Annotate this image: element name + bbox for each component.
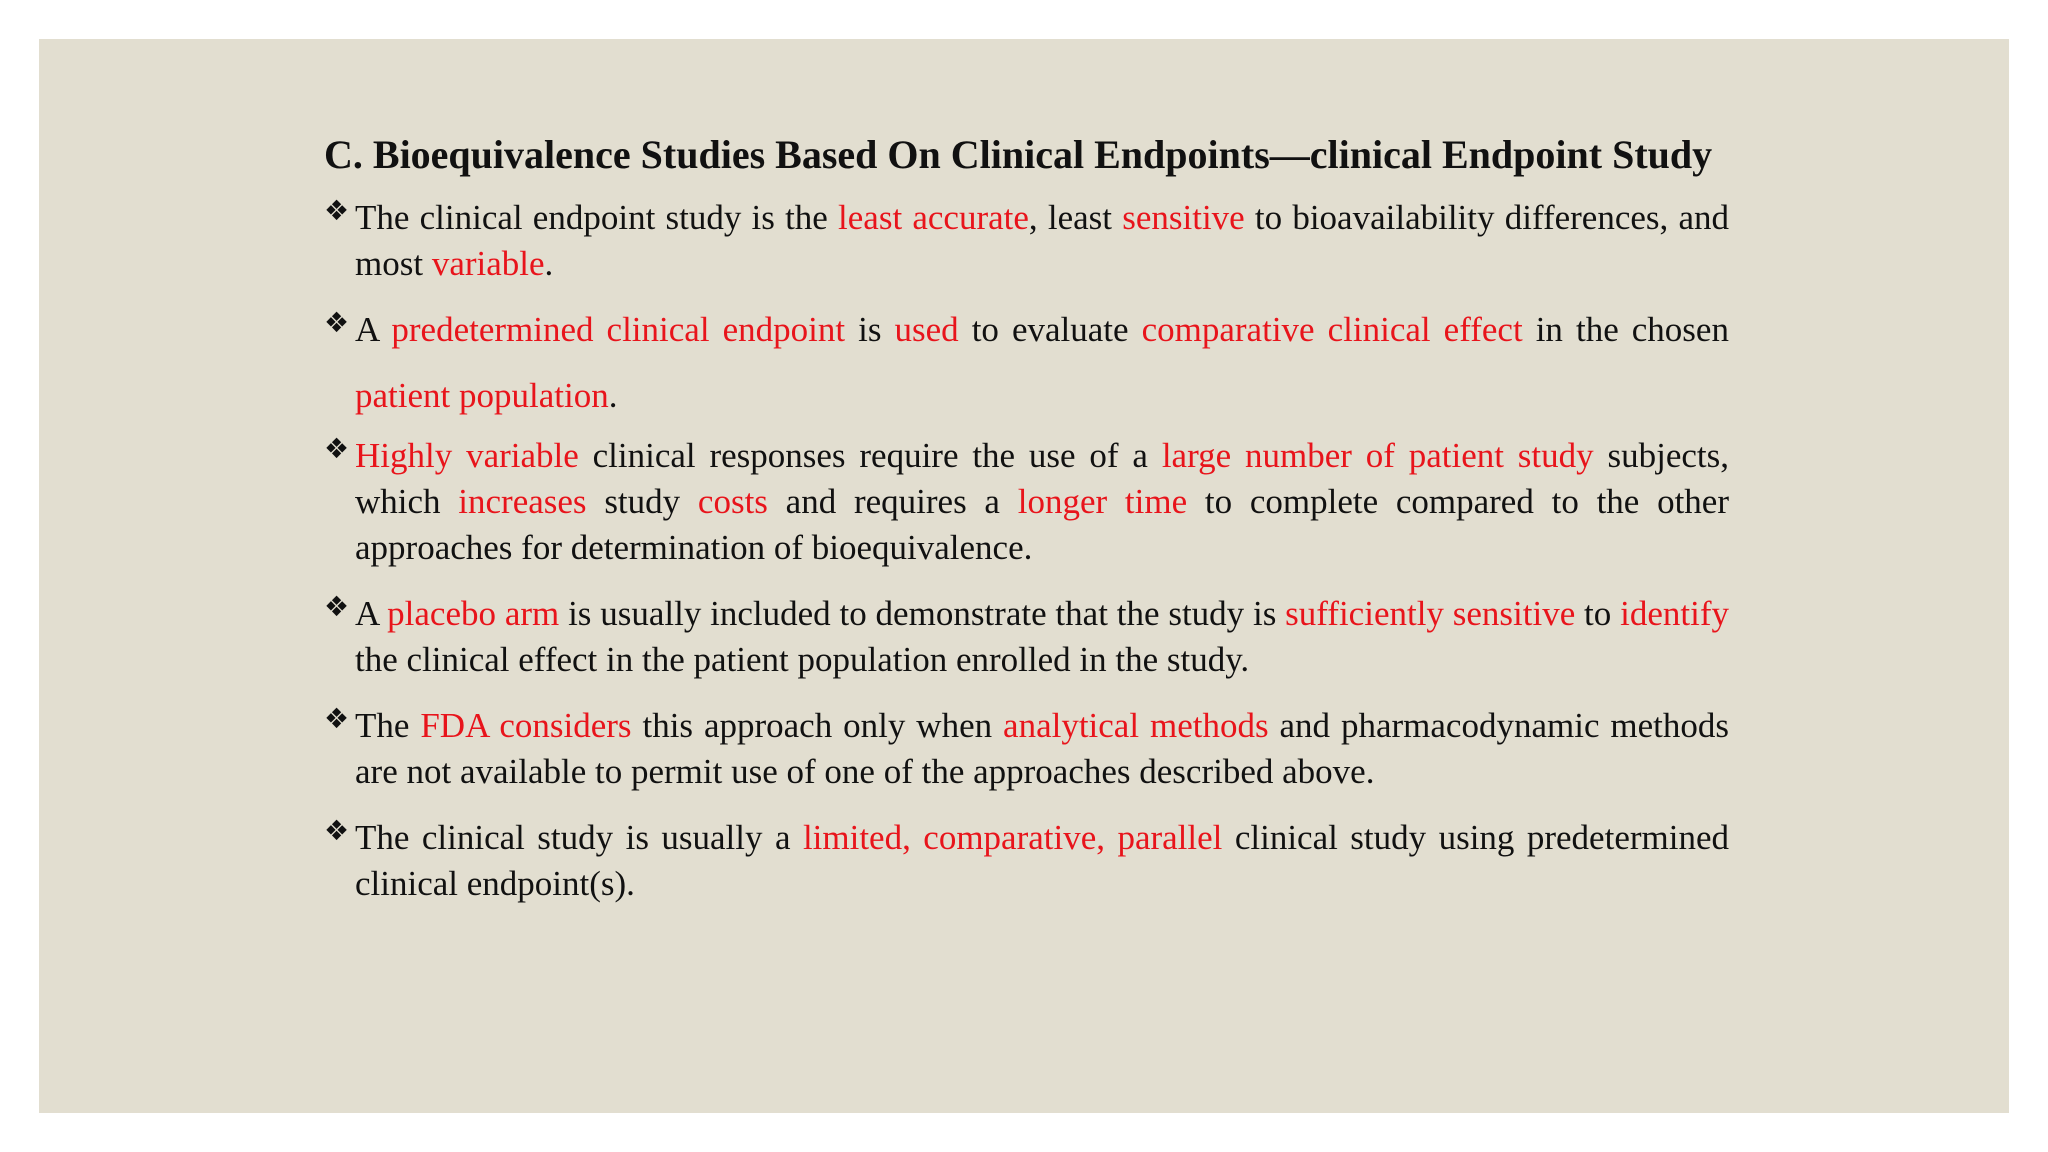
highlighted-text: sensitive — [1122, 198, 1245, 237]
bullet-text: to evaluate — [958, 310, 1142, 349]
highlighted-text: identify — [1620, 594, 1729, 633]
bullet-text: The clinical endpoint study is the — [355, 198, 839, 237]
highlighted-text: increases — [458, 482, 587, 521]
slide-title: C. Bioequivalence Studies Based On Clinical Endpoints—clinical Endpoint Study — [324, 132, 1713, 177]
bullet-text: clinical study using predetermined clinical endpoint(s). — [355, 818, 1729, 903]
bullet-text: this approach only when — [631, 706, 1004, 745]
bullet-text: , least — [1028, 198, 1123, 237]
highlighted-text: predetermined clinical endpoint — [391, 310, 846, 349]
diamond-four-icon: ❖ — [324, 702, 350, 735]
highlighted-text: large number of patient study — [1161, 436, 1594, 475]
bullet-item — [324, 433, 1729, 571]
diamond-four-icon: ❖ — [324, 194, 350, 227]
highlighted-text: analytical methods — [1003, 706, 1269, 745]
slide-content — [324, 129, 1729, 927]
highlighted-text: costs — [697, 482, 768, 521]
highlighted-text: Highly variable — [355, 436, 579, 475]
bullet-text: is usually included to demonstrate that the study is — [559, 594, 1286, 633]
diamond-four-icon: ❖ — [324, 306, 350, 339]
highlighted-text: variable — [431, 244, 545, 283]
bullet-text: clinical responses require the use of a — [578, 436, 1162, 475]
highlighted-text: least accurate — [838, 198, 1029, 237]
diamond-four-icon: ❖ — [324, 432, 350, 465]
bullet-text: The clinical study is usually a — [355, 818, 803, 857]
bullet-text: is — [845, 310, 895, 349]
bullet-text: to — [1575, 594, 1621, 633]
highlighted-text: placebo arm — [387, 594, 560, 633]
highlighted-text: used — [894, 310, 959, 349]
highlighted-text: longer time — [1017, 482, 1188, 521]
highlighted-text: limited, comparative, parallel — [802, 818, 1223, 857]
bullet-text: and requires a — [767, 482, 1018, 521]
bullet-text: the clinical effect in the patient population enrolled in the study. — [355, 640, 1250, 679]
bullet-text: . — [544, 244, 554, 283]
bullet-text: to complete compared to the other approaches for determination of bioequivalence. — [355, 482, 1729, 567]
bullet-item — [324, 195, 1729, 287]
bullet-text: to bioavailability differences, and most — [355, 198, 1729, 283]
bullet-text: A — [355, 310, 392, 349]
bullet-item — [324, 591, 1729, 683]
highlighted-text: comparative clinical effect — [1141, 310, 1523, 349]
bullet-text: subjects, which — [355, 436, 1730, 521]
highlighted-text: FDA considers — [420, 706, 632, 745]
bullet-text: study — [586, 482, 698, 521]
bullet-text: and pharmacodynamic methods are not available to permit use of one of the approaches described above. — [355, 706, 1729, 791]
diamond-four-icon: ❖ — [324, 814, 350, 847]
bullet-text: in the chosen — [1522, 310, 1729, 349]
bullet-item — [324, 297, 1729, 429]
bullet-item — [324, 815, 1729, 907]
highlighted-text: sufficiently sensitive — [1285, 594, 1576, 633]
bullet-text: . — [608, 376, 618, 415]
slide-background — [39, 39, 2009, 1113]
highlighted-text: patient population — [355, 376, 609, 415]
diamond-four-icon: ❖ — [324, 590, 350, 623]
bullet-text: A — [355, 594, 388, 633]
bullet-item — [324, 703, 1729, 795]
bullet-text: The — [355, 706, 421, 745]
